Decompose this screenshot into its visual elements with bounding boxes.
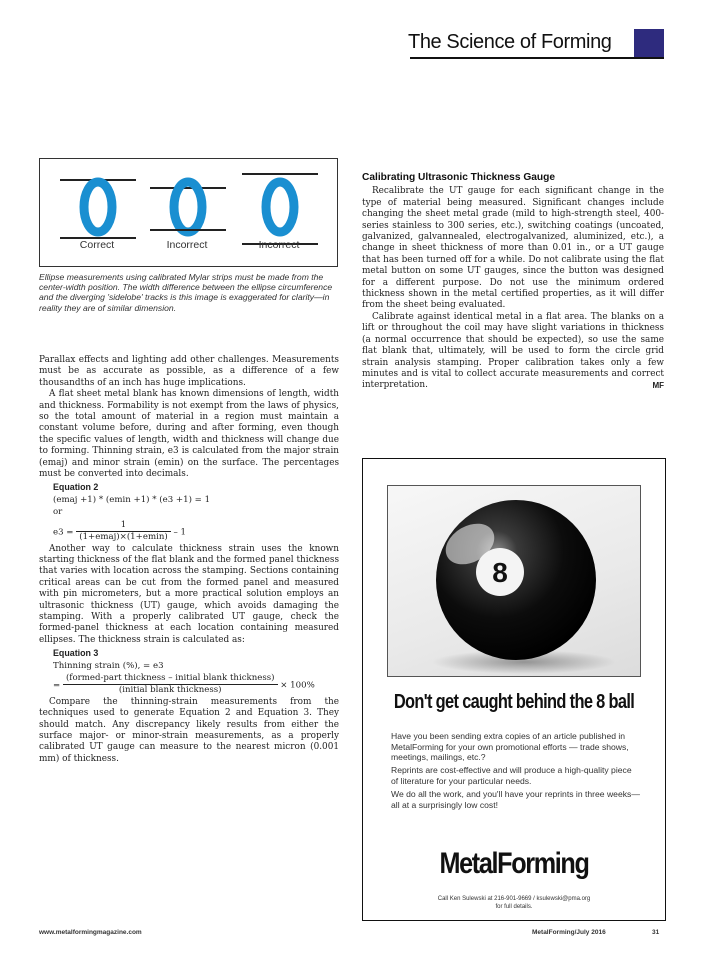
page-number: 31 (652, 929, 660, 936)
equation-2-or: or (53, 507, 63, 518)
equation-3-label: Equation 3 (53, 648, 99, 659)
running-header-title: The Science of Forming (408, 31, 612, 53)
ad-paragraph-3: We do all the work, and you'll have your reprints in three weeks—all at a surprisingly low cost! (391, 789, 640, 810)
left-paragraph-4: Compare the thinning-strain measurements from the techniques used to generate Equation 2 and Equation 3. They should match. Any discrepancy likely results from either the surface major- or minor-strain measurements, as a properly calibrated UT gauge can measure to the nearest micron (0.001 mm) of thickness. (39, 696, 339, 764)
section-heading: Calibrating Ultrasonic Thickness Gauge (362, 172, 556, 183)
equation-3-denominator: (initial blank thickness) (118, 685, 222, 696)
equation-2-fraction-line (53, 520, 339, 544)
ellipse-figure (39, 158, 338, 267)
ad-contact-line-2: for full details. (495, 904, 533, 910)
equation-2-tail: – 1 (173, 527, 186, 538)
equation-2-denominator: (1+emaj)×(1+emin) (79, 532, 168, 543)
equation-3-fraction (63, 673, 278, 697)
footer-website[interactable]: www.metalformingmagazine.com (39, 929, 142, 936)
ball-number: 8 (492, 557, 508, 588)
equation-2-numerator: 1 (76, 520, 171, 532)
metalforming-logo: MetalForming (439, 847, 589, 880)
equation-3-fraction-line (53, 673, 339, 697)
left-paragraph-1: Parallax effects and lighting add other challenges. Measurements must be as accurate as possible, as a difference of a few thousandths of an inch has huge implications. (39, 355, 339, 388)
ad-contact (363, 895, 665, 911)
left-paragraph-2: A flat sheet metal blank has known dimensions of length, width and thickness. Formability is not exempt from the laws of physics, so the total amount of material in a region must maintain a constant volume before, during and after forming, even though the specific values of length, width and thickness will change due to forming. Thinning strain, e3 is calculated from the major strain (emaj) and minor strain (emin) on the surface. The percentages must be converted into decimals. (39, 389, 339, 480)
equation-2-label: Equation 2 (53, 482, 99, 493)
eight-ball-photo (387, 485, 641, 677)
equation-2-line: (emaj +1) * (emin +1) * (e3 +1) = 1 (53, 494, 211, 505)
footer-issue: MetalForming/July 2016 (532, 929, 606, 936)
right-paragraph-2 (362, 312, 664, 392)
figure-label-correct: Correct (79, 239, 115, 251)
ad-paragraph-1: Have you been sending extra copies of an article published in MetalForming for your own promotional efforts — trade shows, meetings, mailings, etc.? (391, 731, 629, 763)
figure-caption: Ellipse measurements using calibrated Mylar strips must be made from the center-width position. The width difference between the ellipse circumference and the diverging 'sidelobe' tracks is this image is exaggerated for clarity—in reality they are of similar dimension. (39, 272, 333, 313)
header-rule (410, 57, 664, 59)
mylar-strip-bottom (150, 229, 226, 231)
equation-3-tail: × 100% (280, 680, 315, 691)
reprints-advertisement[interactable] (362, 458, 666, 921)
left-column (39, 355, 339, 765)
equation-2-lhs: e3 = (53, 527, 74, 538)
equation-3-line: Thinning strain (%), = e3 (53, 660, 164, 671)
ad-contact-line-1: Call Ken Sulewski at 216-901-9669 / ksulewski@pma.org (437, 896, 591, 902)
ring-ellipse-icon (58, 171, 138, 241)
header-accent-square (634, 29, 664, 57)
ad-headline: Don't get caught behind the 8 ball (393, 691, 635, 713)
equation-2-fraction (76, 520, 171, 544)
right-column (362, 172, 664, 392)
end-mark: MF (652, 381, 664, 391)
ring-ellipse-icon (148, 171, 228, 241)
right-paragraph-2-text: Calibrate against identical metal in a flat area. The blanks on a lift or throughout the coil may have slight variations in thickness (a normal occurrence that should be expected), so use the same flat blank that, ultimately, will be used to form the circle grid strain analysis stamping. Proper calibration takes only a few minutes and is vital to collect accurate measurements and correct interpretation. (362, 311, 664, 391)
equation-3-equals: = (53, 680, 61, 691)
right-paragraph-1: Recalibrate the UT gauge for each significant change in the type of material being measured. Significant changes include changing the sheet metal grade (mild to high-strength steel, 400-series stainless to 300 series, etc.), switching coatings (uncoated, galvanized, galvannealed, electrogalvanized, aluminized, etc.), a change in sheet thickness of more than 0.01 in., or a UT gauge that has been turned off for a while. Do not calibrate using the flat metal button on some UT gauges, since the button was designed for a different purpose. Do not use the minimum ordered thickness shown in the metal certified properties, as it will differ from the sheet being evaluated. (362, 186, 664, 311)
eight-ball-icon (388, 486, 640, 676)
ad-paragraph-2: Reprints are cost-effective and will produce a high-quality piece of literature for your particular needs. (391, 765, 632, 786)
figure-label-incorrect-2: Incorrect (258, 239, 300, 251)
figure-label-incorrect-1: Incorrect (166, 239, 208, 251)
left-paragraph-3: Another way to calculate thickness strain uses the known starting thickness of the flat blank and the formed panel thickness that varies with location across the stamping. Sections containing critical areas can be cut from the formed panel and measured with pin micrometers, but a more practical solution employs an ultrasonic thickness (UT) gauge, which avoids damaging the stamping. With a properly calibrated UT gauge, check the formed-panel thickness at each location containing measured ellipses. The thickness strain is calculated as: (39, 543, 339, 645)
equation-3-numerator: (formed-part thickness – initial blank thickness) (63, 673, 278, 685)
ring-ellipse-icon (240, 171, 320, 241)
